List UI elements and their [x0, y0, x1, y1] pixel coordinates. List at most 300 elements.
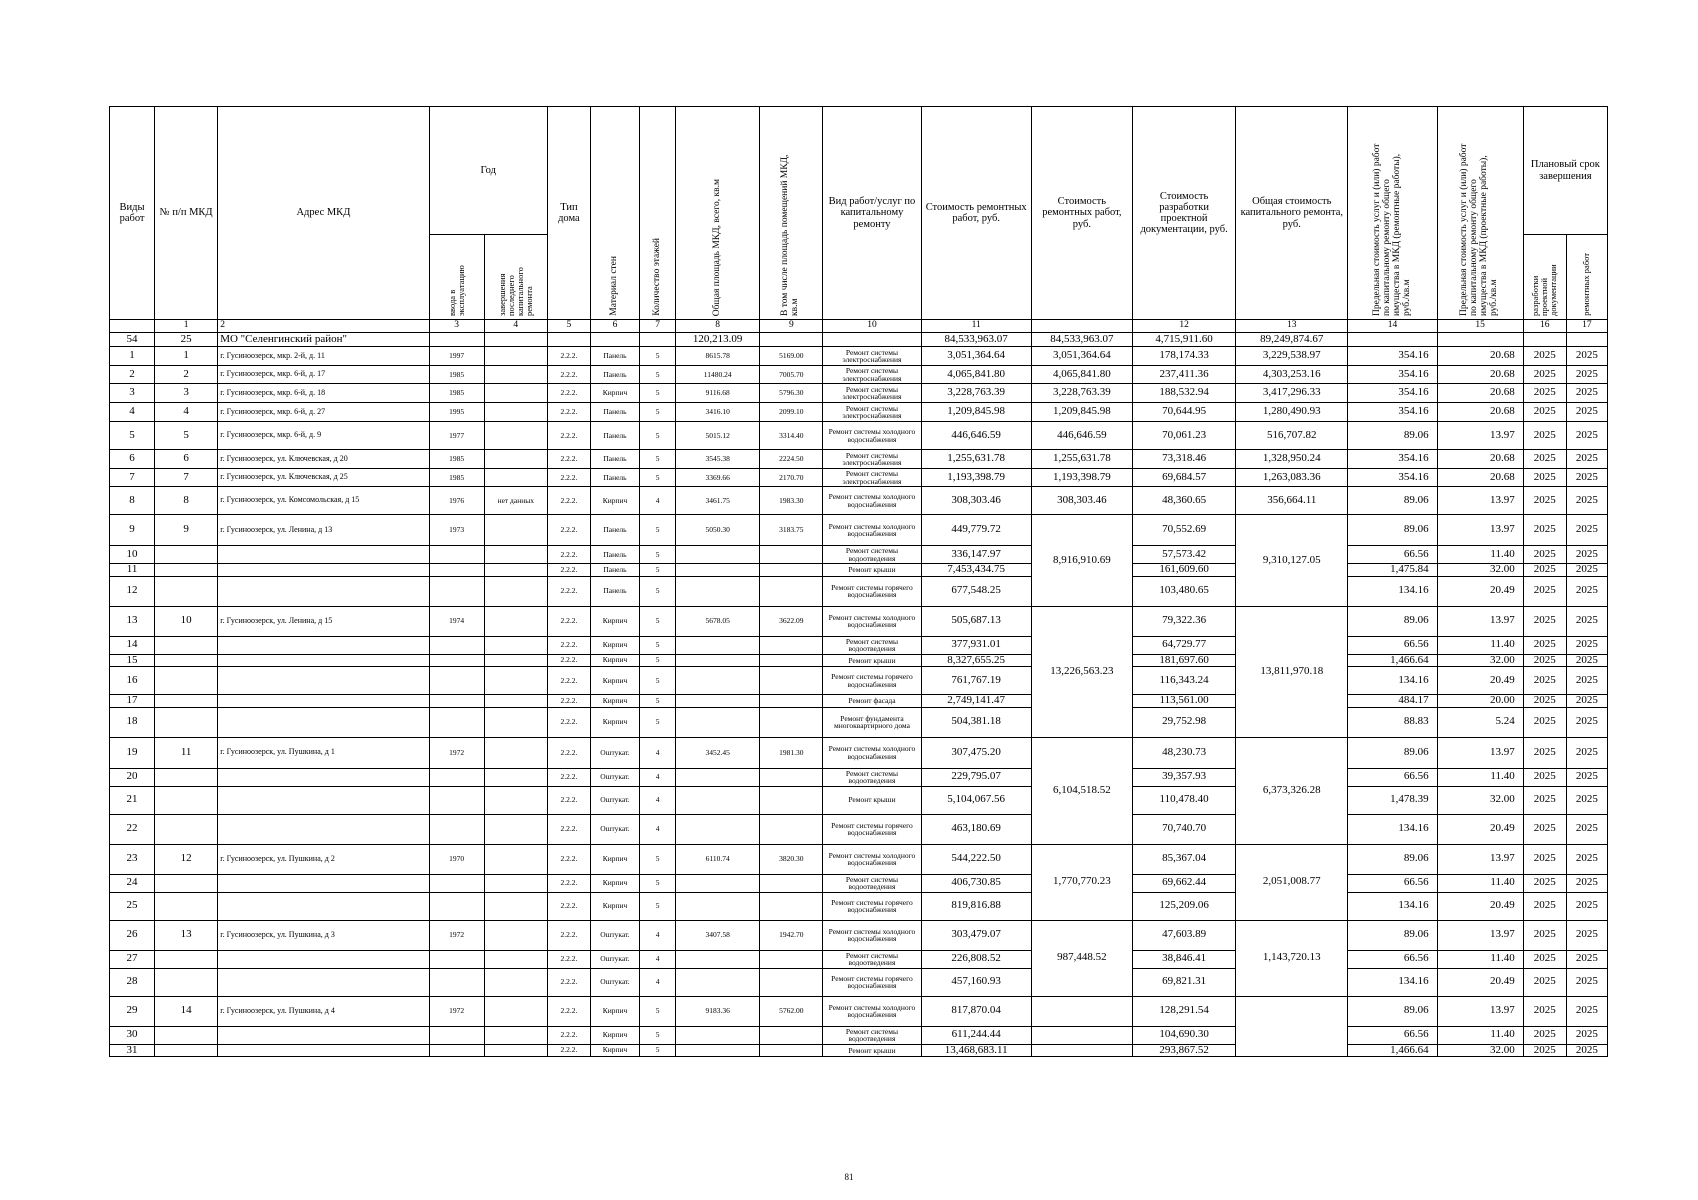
- plan-design: 2025: [1523, 1026, 1566, 1044]
- table-row: [110, 874, 1608, 892]
- row-number: 15: [110, 654, 155, 667]
- year-commissioned: [429, 968, 484, 996]
- total-cost: 1,263,083.36: [1236, 469, 1348, 487]
- limit-repair: 134.16: [1348, 892, 1437, 920]
- limit-repair: 354.16: [1348, 384, 1437, 403]
- repair-cost: 761,767.19: [921, 667, 1031, 695]
- mkd-number: [155, 695, 218, 708]
- limit-repair: 66.56: [1348, 950, 1437, 968]
- limit-design: 11.40: [1437, 546, 1523, 564]
- floors: 4: [640, 920, 676, 950]
- address-cell: [218, 768, 429, 786]
- total-area: 6110.74: [676, 844, 760, 874]
- year-last-repair: [484, 737, 547, 768]
- plan-works: 2025: [1566, 546, 1607, 564]
- work-kind: Ремонт фундамента многоквартирного дома: [823, 707, 921, 737]
- year-commissioned: 1985: [429, 450, 484, 469]
- total-area: [676, 950, 760, 968]
- wall-material: Панель: [590, 469, 639, 487]
- premises-area: 7005.70: [760, 366, 823, 384]
- address-cell: г. Гусиноозерск, мкр. 6-й, д. 18: [218, 384, 429, 403]
- table-row: [110, 1044, 1608, 1057]
- year-commissioned: [429, 814, 484, 844]
- table-row: [110, 636, 1608, 654]
- limit-repair: 89.06: [1348, 737, 1437, 768]
- work-kind: Ремонт системы холодного водоснабжения: [823, 920, 921, 950]
- mkd-number: [155, 564, 218, 577]
- address-cell: [218, 667, 429, 695]
- plan-design: 2025: [1523, 347, 1566, 366]
- mkd-number: 5: [155, 422, 218, 450]
- year-commissioned: [429, 636, 484, 654]
- premises-area: 3820.30: [760, 844, 823, 874]
- column-number-cell: 8: [676, 320, 760, 333]
- header-year-commissioned: ввода в эксплуатацию: [429, 235, 484, 320]
- wall-material: Оштукат.: [590, 768, 639, 786]
- year-commissioned: 1972: [429, 920, 484, 950]
- limit-design: 11.40: [1437, 874, 1523, 892]
- plan-works: 2025: [1566, 422, 1607, 450]
- address-cell: [218, 564, 429, 577]
- address-cell: г. Гусиноозерск, ул. Ленина, д 15: [218, 606, 429, 636]
- premises-area: [760, 1026, 823, 1044]
- plan-design: 2025: [1523, 874, 1566, 892]
- plan-works: 2025: [1566, 564, 1607, 577]
- wall-material: Оштукат.: [590, 920, 639, 950]
- address-cell: г. Гусиноозерск, ул. Пушкина, д 1: [218, 737, 429, 768]
- plan-design: 2025: [1523, 403, 1566, 422]
- design-cost: 48,230.73: [1132, 737, 1235, 768]
- premises-area: 5796.30: [760, 384, 823, 403]
- year-last-repair: [484, 892, 547, 920]
- wall-material: Оштукат.: [590, 968, 639, 996]
- limit-design: 13.97: [1437, 996, 1523, 1026]
- floors: 5: [640, 1044, 676, 1057]
- year-last-repair: [484, 814, 547, 844]
- house-type: 2.2.2.: [547, 892, 590, 920]
- header-repair-cost-2: Стоимость ремонтных работ, руб.: [1031, 107, 1132, 320]
- mkd-number: [155, 786, 218, 814]
- mkd-number: [155, 814, 218, 844]
- total-cost: [1236, 996, 1348, 1057]
- plan-works: 2025: [1566, 667, 1607, 695]
- premises-area: 2099.10: [760, 403, 823, 422]
- address-cell: г. Гусиноозерск, ул. Ключевская, д 25: [218, 469, 429, 487]
- repair-cost: 505,687.13: [921, 606, 1031, 636]
- plan-design: 2025: [1523, 768, 1566, 786]
- design-cost: 48,360.65: [1132, 487, 1235, 515]
- repair-cost: 229,795.07: [921, 768, 1031, 786]
- table-row: [110, 515, 1608, 546]
- premises-area: [760, 695, 823, 708]
- summary-total: 89,249,874.67: [1236, 333, 1348, 347]
- table-row: [110, 576, 1608, 606]
- row-number: 14: [110, 636, 155, 654]
- row-number: 13: [110, 606, 155, 636]
- limit-repair: 134.16: [1348, 814, 1437, 844]
- address-cell: г. Гусиноозерск, мкр. 2-й, д. 11: [218, 347, 429, 366]
- year-commissioned: [429, 1026, 484, 1044]
- page-number: 81: [844, 1172, 854, 1182]
- wall-material: Кирпич: [590, 1026, 639, 1044]
- year-last-repair: [484, 920, 547, 950]
- wall-material: Оштукат.: [590, 737, 639, 768]
- total-area: 9183.36: [676, 996, 760, 1026]
- limit-design: 32.00: [1437, 564, 1523, 577]
- year-commissioned: [429, 546, 484, 564]
- mkd-number: [155, 892, 218, 920]
- house-type: 2.2.2.: [547, 654, 590, 667]
- year-commissioned: 1985: [429, 366, 484, 384]
- year-last-repair: [484, 654, 547, 667]
- total-area: [676, 667, 760, 695]
- address-cell: г. Гусиноозерск, мкр. 6-й, д. 27: [218, 403, 429, 422]
- floors: 4: [640, 950, 676, 968]
- row-number: 31: [110, 1044, 155, 1057]
- row-number: 10: [110, 546, 155, 564]
- total-cost: 3,417,296.33: [1236, 384, 1348, 403]
- wall-material: Кирпич: [590, 606, 639, 636]
- header-limit-repair: Предельная стоимость услуг и (или) работ по капитальному ремонту общего имущества в МКД (ремонтные работы), руб./кв.м: [1348, 107, 1437, 320]
- plan-works: 2025: [1566, 384, 1607, 403]
- plan-works: 2025: [1566, 576, 1607, 606]
- design-cost: 161,609.60: [1132, 564, 1235, 577]
- header-planned-completion: Плановый срок завершения: [1523, 107, 1607, 235]
- work-kind: Ремонт системы водоотведения: [823, 546, 921, 564]
- wall-material: Панель: [590, 422, 639, 450]
- wall-material: Кирпич: [590, 892, 639, 920]
- year-commissioned: [429, 768, 484, 786]
- table-row: [110, 487, 1608, 515]
- floors: 4: [640, 737, 676, 768]
- wall-material: Кирпич: [590, 667, 639, 695]
- mkd-number: 7: [155, 469, 218, 487]
- plan-design: 2025: [1523, 422, 1566, 450]
- header-work-kind: Вид работ/услуг по капитальному ремонту: [823, 107, 921, 320]
- work-kind: Ремонт системы холодного водоснабжения: [823, 487, 921, 515]
- house-type: 2.2.2.: [547, 564, 590, 577]
- address-cell: г. Гусиноозерск, ул. Пушкина, д 2: [218, 844, 429, 874]
- repair-cost-building: 987,448.52: [1031, 920, 1132, 996]
- plan-works: 2025: [1566, 950, 1607, 968]
- design-cost: 70,740.70: [1132, 814, 1235, 844]
- limit-repair: 1,475.84: [1348, 564, 1437, 577]
- design-cost: 39,357.93: [1132, 768, 1235, 786]
- limit-design: 13.97: [1437, 515, 1523, 546]
- row-number: 21: [110, 786, 155, 814]
- header-year: Год: [429, 107, 547, 235]
- column-number-cell: 9: [760, 320, 823, 333]
- limit-repair: 1,466.64: [1348, 1044, 1437, 1057]
- floors: 5: [640, 384, 676, 403]
- plan-design: 2025: [1523, 606, 1566, 636]
- column-number-cell: [110, 320, 155, 333]
- premises-area: [760, 546, 823, 564]
- limit-design: 13.97: [1437, 737, 1523, 768]
- total-area: [676, 814, 760, 844]
- row-number: 25: [110, 892, 155, 920]
- year-last-repair: [484, 422, 547, 450]
- wall-material: Кирпич: [590, 996, 639, 1026]
- plan-design: 2025: [1523, 695, 1566, 708]
- total-area: [676, 564, 760, 577]
- year-last-repair: [484, 403, 547, 422]
- mkd-number: [155, 1044, 218, 1057]
- limit-design: 32.00: [1437, 654, 1523, 667]
- column-number-cell: 3: [429, 320, 484, 333]
- column-number-cell: 1: [155, 320, 218, 333]
- design-cost: 70,644.95: [1132, 403, 1235, 422]
- row-number: 30: [110, 1026, 155, 1044]
- address-cell: [218, 636, 429, 654]
- repair-cost: 544,222.50: [921, 844, 1031, 874]
- column-number-cell: 7: [640, 320, 676, 333]
- plan-works: 2025: [1566, 996, 1607, 1026]
- table-row: [110, 403, 1608, 422]
- repair-cost: 4,065,841.80: [921, 366, 1031, 384]
- total-area: [676, 636, 760, 654]
- mkd-number: [155, 576, 218, 606]
- address-cell: г. Гусиноозерск, ул. Пушкина, д 3: [218, 920, 429, 950]
- wall-material: Панель: [590, 564, 639, 577]
- row-number: 1: [110, 347, 155, 366]
- work-kind: Ремонт системы горячего водоснабжения: [823, 576, 921, 606]
- floors: 5: [640, 996, 676, 1026]
- wall-material: Панель: [590, 347, 639, 366]
- limit-repair: 354.16: [1348, 469, 1437, 487]
- table-row: [110, 920, 1608, 950]
- design-cost: 103,480.65: [1132, 576, 1235, 606]
- limit-repair: 89.06: [1348, 606, 1437, 636]
- wall-material: Кирпич: [590, 695, 639, 708]
- premises-area: 1981.30: [760, 737, 823, 768]
- plan-works: 2025: [1566, 968, 1607, 996]
- premises-area: 1983.30: [760, 487, 823, 515]
- work-kind: Ремонт системы горячего водоснабжения: [823, 814, 921, 844]
- table-row: [110, 786, 1608, 814]
- house-type: 2.2.2.: [547, 1044, 590, 1057]
- work-kind: Ремонт системы холодного водоснабжения: [823, 737, 921, 768]
- design-cost: 73,318.46: [1132, 450, 1235, 469]
- limit-repair: 134.16: [1348, 576, 1437, 606]
- mkd-number: [155, 546, 218, 564]
- total-area: [676, 707, 760, 737]
- mkd-number: [155, 654, 218, 667]
- premises-area: [760, 968, 823, 996]
- design-cost: 113,561.00: [1132, 695, 1235, 708]
- address-cell: [218, 814, 429, 844]
- house-type: 2.2.2.: [547, 469, 590, 487]
- floors: 5: [640, 1026, 676, 1044]
- summary-cost-1: 84,533,963.07: [921, 333, 1031, 347]
- plan-design: 2025: [1523, 844, 1566, 874]
- mkd-number: [155, 667, 218, 695]
- plan-works: 2025: [1566, 844, 1607, 874]
- year-commissioned: [429, 667, 484, 695]
- total-area: 3545.38: [676, 450, 760, 469]
- limit-repair: 66.56: [1348, 1026, 1437, 1044]
- table-row: [110, 606, 1608, 636]
- year-commissioned: [429, 1044, 484, 1057]
- plan-works: 2025: [1566, 1026, 1607, 1044]
- year-commissioned: [429, 576, 484, 606]
- design-cost: 188,532.94: [1132, 384, 1235, 403]
- row-number: 6: [110, 450, 155, 469]
- design-cost: 128,291.54: [1132, 996, 1235, 1026]
- header-design-cost: Стоимость разработки проектной документации, руб.: [1132, 107, 1235, 320]
- year-commissioned: 1976: [429, 487, 484, 515]
- mkd-number: [155, 768, 218, 786]
- repair-cost-building: 4,065,841.80: [1031, 366, 1132, 384]
- plan-design: 2025: [1523, 546, 1566, 564]
- column-number-cell: 6: [590, 320, 639, 333]
- year-last-repair: нет данных: [484, 487, 547, 515]
- table-row: [110, 814, 1608, 844]
- year-commissioned: 1972: [429, 737, 484, 768]
- total-cost: 6,373,326.28: [1236, 737, 1348, 844]
- header-mkd-number: № п/п МКД: [155, 107, 218, 320]
- mkd-number: 12: [155, 844, 218, 874]
- table-row: [110, 384, 1608, 403]
- table-row: [110, 707, 1608, 737]
- address-cell: [218, 874, 429, 892]
- house-type: 2.2.2.: [547, 366, 590, 384]
- total-area: 3407.58: [676, 920, 760, 950]
- limit-design: 20.49: [1437, 576, 1523, 606]
- repair-cost: 457,160.93: [921, 968, 1031, 996]
- plan-works: 2025: [1566, 636, 1607, 654]
- plan-works: 2025: [1566, 1044, 1607, 1057]
- repair-cost: 504,381.18: [921, 707, 1031, 737]
- year-last-repair: [484, 469, 547, 487]
- total-area: [676, 874, 760, 892]
- year-last-repair: [484, 667, 547, 695]
- column-number-cell: 16: [1523, 320, 1566, 333]
- house-type: 2.2.2.: [547, 576, 590, 606]
- design-cost: 70,061.23: [1132, 422, 1235, 450]
- total-area: 11480.24: [676, 366, 760, 384]
- floors: 5: [640, 707, 676, 737]
- design-cost: 29,752.98: [1132, 707, 1235, 737]
- premises-area: [760, 874, 823, 892]
- address-cell: [218, 968, 429, 996]
- year-last-repair: [484, 515, 547, 546]
- repair-cost-building: [1031, 1044, 1132, 1057]
- total-area: 5015.12: [676, 422, 760, 450]
- limit-repair: 354.16: [1348, 403, 1437, 422]
- house-type: 2.2.2.: [547, 546, 590, 564]
- design-cost: 237,411.36: [1132, 366, 1235, 384]
- house-type: 2.2.2.: [547, 950, 590, 968]
- total-area: [676, 892, 760, 920]
- design-cost: 70,552.69: [1132, 515, 1235, 546]
- floors: 4: [640, 814, 676, 844]
- house-type: 2.2.2.: [547, 968, 590, 996]
- column-number-cell: 2: [218, 320, 429, 333]
- repair-cost-building: 446,646.59: [1031, 422, 1132, 450]
- wall-material: Кирпич: [590, 636, 639, 654]
- floors: 5: [640, 654, 676, 667]
- mkd-number: [155, 636, 218, 654]
- limit-design: 13.97: [1437, 487, 1523, 515]
- summary-work-count: 54: [110, 333, 155, 347]
- floors: 5: [640, 564, 676, 577]
- work-kind: Ремонт крыши: [823, 654, 921, 667]
- floors: 5: [640, 606, 676, 636]
- repair-cost: 817,870.04: [921, 996, 1031, 1026]
- year-last-repair: [484, 874, 547, 892]
- work-kind: Ремонт системы горячего водоснабжения: [823, 892, 921, 920]
- total-cost: 356,664.11: [1236, 487, 1348, 515]
- column-number-cell: 4: [484, 320, 547, 333]
- limit-design: 20.68: [1437, 403, 1523, 422]
- row-number: 3: [110, 384, 155, 403]
- wall-material: Панель: [590, 366, 639, 384]
- house-type: 2.2.2.: [547, 667, 590, 695]
- design-cost: 57,573.42: [1132, 546, 1235, 564]
- repair-cost: 611,244.44: [921, 1026, 1031, 1044]
- year-last-repair: [484, 636, 547, 654]
- house-type: 2.2.2.: [547, 636, 590, 654]
- house-type: 2.2.2.: [547, 487, 590, 515]
- limit-design: 11.40: [1437, 636, 1523, 654]
- repair-cost: 1,255,631.78: [921, 450, 1031, 469]
- work-kind: Ремонт системы водоотведения: [823, 768, 921, 786]
- table-row: [110, 347, 1608, 366]
- limit-repair: 88.83: [1348, 707, 1437, 737]
- work-kind: Ремонт системы водоотведения: [823, 950, 921, 968]
- work-kind: Ремонт системы холодного водоснабжения: [823, 844, 921, 874]
- premises-area: [760, 576, 823, 606]
- capital-repair-table: [109, 106, 1608, 1057]
- mkd-number: 6: [155, 450, 218, 469]
- address-cell: [218, 576, 429, 606]
- plan-design: 2025: [1523, 920, 1566, 950]
- year-commissioned: 1985: [429, 469, 484, 487]
- year-commissioned: 1974: [429, 606, 484, 636]
- limit-design: 13.97: [1437, 422, 1523, 450]
- limit-design: 32.00: [1437, 786, 1523, 814]
- premises-area: 2224.50: [760, 450, 823, 469]
- table-row: [110, 422, 1608, 450]
- work-kind: Ремонт системы горячего водоснабжения: [823, 968, 921, 996]
- repair-cost: 446,646.59: [921, 422, 1031, 450]
- plan-design: 2025: [1523, 892, 1566, 920]
- row-number: 27: [110, 950, 155, 968]
- work-kind: Ремонт системы холодного водоснабжения: [823, 996, 921, 1026]
- premises-area: [760, 892, 823, 920]
- header-repair-cost-1: Стоимость ремонтных работ, руб.: [921, 107, 1031, 320]
- total-area: [676, 968, 760, 996]
- wall-material: Оштукат.: [590, 814, 639, 844]
- year-last-repair: [484, 384, 547, 403]
- limit-repair: 354.16: [1348, 366, 1437, 384]
- floors: 4: [640, 786, 676, 814]
- limit-design: 20.68: [1437, 347, 1523, 366]
- table-row: [110, 768, 1608, 786]
- year-commissioned: [429, 695, 484, 708]
- plan-works: 2025: [1566, 737, 1607, 768]
- mkd-number: [155, 950, 218, 968]
- house-type: 2.2.2.: [547, 347, 590, 366]
- work-kind: Ремонт системы электроснабжения: [823, 347, 921, 366]
- premises-area: 1942.70: [760, 920, 823, 950]
- repair-cost: 308,303.46: [921, 487, 1031, 515]
- house-type: 2.2.2.: [547, 1026, 590, 1044]
- house-type: 2.2.2.: [547, 450, 590, 469]
- year-commissioned: [429, 892, 484, 920]
- plan-works: 2025: [1566, 403, 1607, 422]
